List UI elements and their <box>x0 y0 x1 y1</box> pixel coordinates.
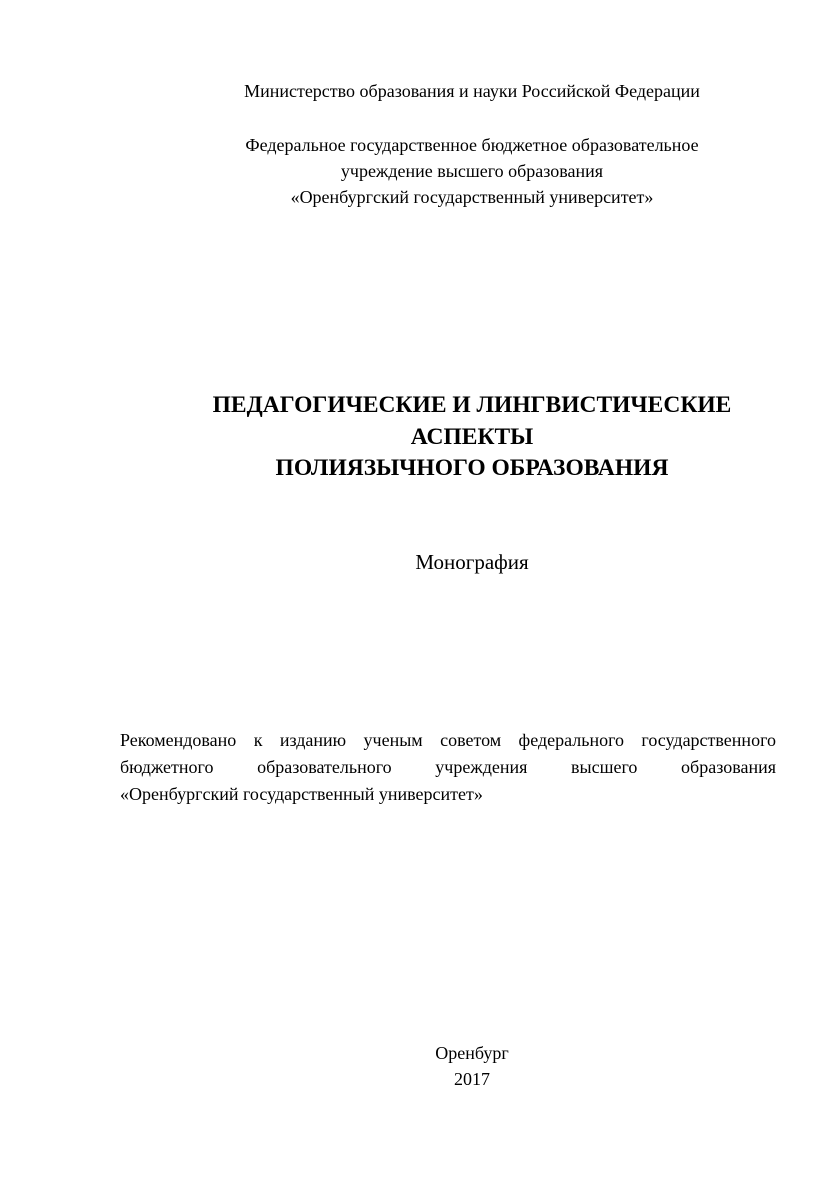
recommendation-paragraph <box>120 727 776 808</box>
ministry-heading <box>100 79 836 103</box>
institution-heading <box>100 132 836 210</box>
imprint-city: Оренбург <box>435 1043 509 1063</box>
document-genre <box>100 548 836 576</box>
ministry-name: Министерство образования и науки Российской Федерации <box>244 81 700 101</box>
title-line-3: ПОЛИЯЗЫЧНОГО ОБРАЗОВАНИЯ <box>275 455 669 481</box>
title-line-2: АСПЕКТЫ <box>410 423 534 450</box>
recommendation-line-3: «Оренбургский государственный университет» <box>120 784 483 804</box>
title-line-1: ПЕДАГОГИЧЕСКИЕ И ЛИНГВИСТИЧЕСКИЕ <box>212 392 732 418</box>
institution-line-2: учреждение высшего образования <box>340 161 604 181</box>
imprint <box>100 1040 836 1092</box>
recommendation-line-1: Рекомендовано к изданию ученым советом федерального государственного <box>120 730 776 750</box>
institution-line-3: «Оренбургский государственный университет» <box>290 187 654 207</box>
recommendation-line-2: бюджетного образовательного учреждения высшего образования <box>120 757 776 777</box>
imprint-year: 2017 <box>454 1069 490 1089</box>
document-title <box>100 390 836 485</box>
institution-line-1: Федеральное государственное бюджетное образовательное <box>245 135 699 155</box>
genre-label: Монография <box>415 550 529 574</box>
